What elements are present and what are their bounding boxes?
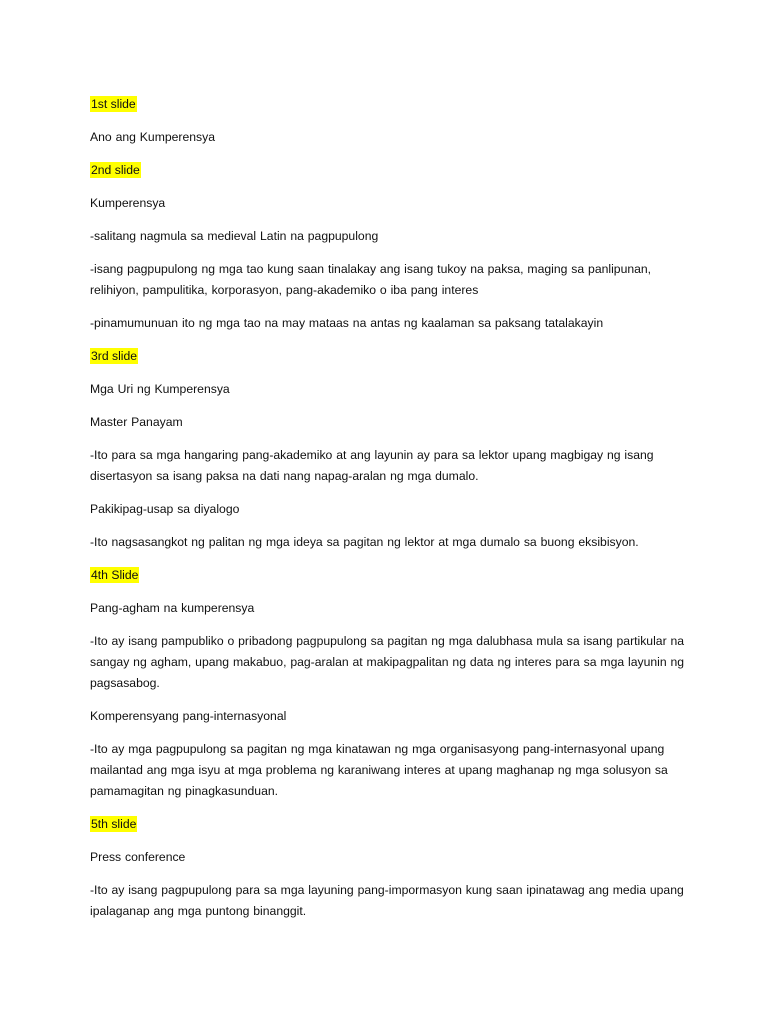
document-body xyxy=(90,94,690,934)
slide-heading xyxy=(90,565,690,586)
paragraph: -Ito nagsasangkot ng palitan ng mga ideya sa pagitan ng lektor at mga dumalo sa buong eksibisyon. xyxy=(90,535,639,549)
paragraph: -pinamumunuan ito ng mga tao na may mataas na antas ng kaalaman sa paksang tatalakayin xyxy=(90,316,604,330)
slide-heading xyxy=(90,814,690,835)
slide-heading-text: 4th Slide xyxy=(91,568,139,582)
paragraph: -Ito ay isang pagpupulong para sa mga layuning pang-impormasyon kung saan ipinatawag ang media upang ipalaganap ang mga puntong binanggit. xyxy=(90,883,684,918)
paragraph: Ano ang Kumperensya xyxy=(90,130,215,144)
paragraph: Master Panayam xyxy=(90,415,183,429)
paragraph: -Ito ay isang pampubliko o pribadong pagpupulong sa pagitan ng mga dalubhasa mula sa isang partikular na sangay ng agham, upang makabuo, pag-aralan at makipagpalitan ng data ng interes para sa mga layunin ng pagsasabog. xyxy=(90,634,685,690)
paragraph: Komperensyang pang-internasyonal xyxy=(90,709,287,723)
slide-heading-text: 5th slide xyxy=(91,817,137,831)
paragraph: Kumperensya xyxy=(90,196,166,210)
slide-heading-text: 2nd slide xyxy=(91,163,140,177)
slide-heading xyxy=(90,346,690,367)
slide-heading-text: 3rd slide xyxy=(91,349,138,363)
paragraph: Pakikipag-usap sa diyalogo xyxy=(90,502,240,516)
paragraph: -Ito para sa mga hangaring pang-akademiko at ang layunin ay para sa lektor upang magbigay ng isang disertasyon sa isang paksa na dati nang napag-aralan ng mga dumalo. xyxy=(90,448,654,483)
paragraph: Pang-agham na kumperensya xyxy=(90,601,255,615)
paragraph: -isang pagpupulong ng mga tao kung saan tinalakay ang isang tukoy na paksa, maging sa panlipunan, relihiyon, pampulitika, korporasyon, pang-akademiko o iba pang interes xyxy=(90,262,652,297)
paragraph: -Ito ay mga pagpupulong sa pagitan ng mga kinatawan ng mga organisasyong pang-internasyonal upang mailantad ang mga isyu at mga problema ng karaniwang interes at upang maghanap ng mga solusyon sa pamamagitan ng pinagkasunduan. xyxy=(90,742,668,798)
slide-heading-text: 1st slide xyxy=(91,97,136,111)
slide-heading xyxy=(90,160,690,181)
slide-heading xyxy=(90,94,690,115)
paragraph: Mga Uri ng Kumperensya xyxy=(90,382,230,396)
paragraph: Press conference xyxy=(90,850,186,864)
paragraph: -salitang nagmula sa medieval Latin na pagpupulong xyxy=(90,229,379,243)
